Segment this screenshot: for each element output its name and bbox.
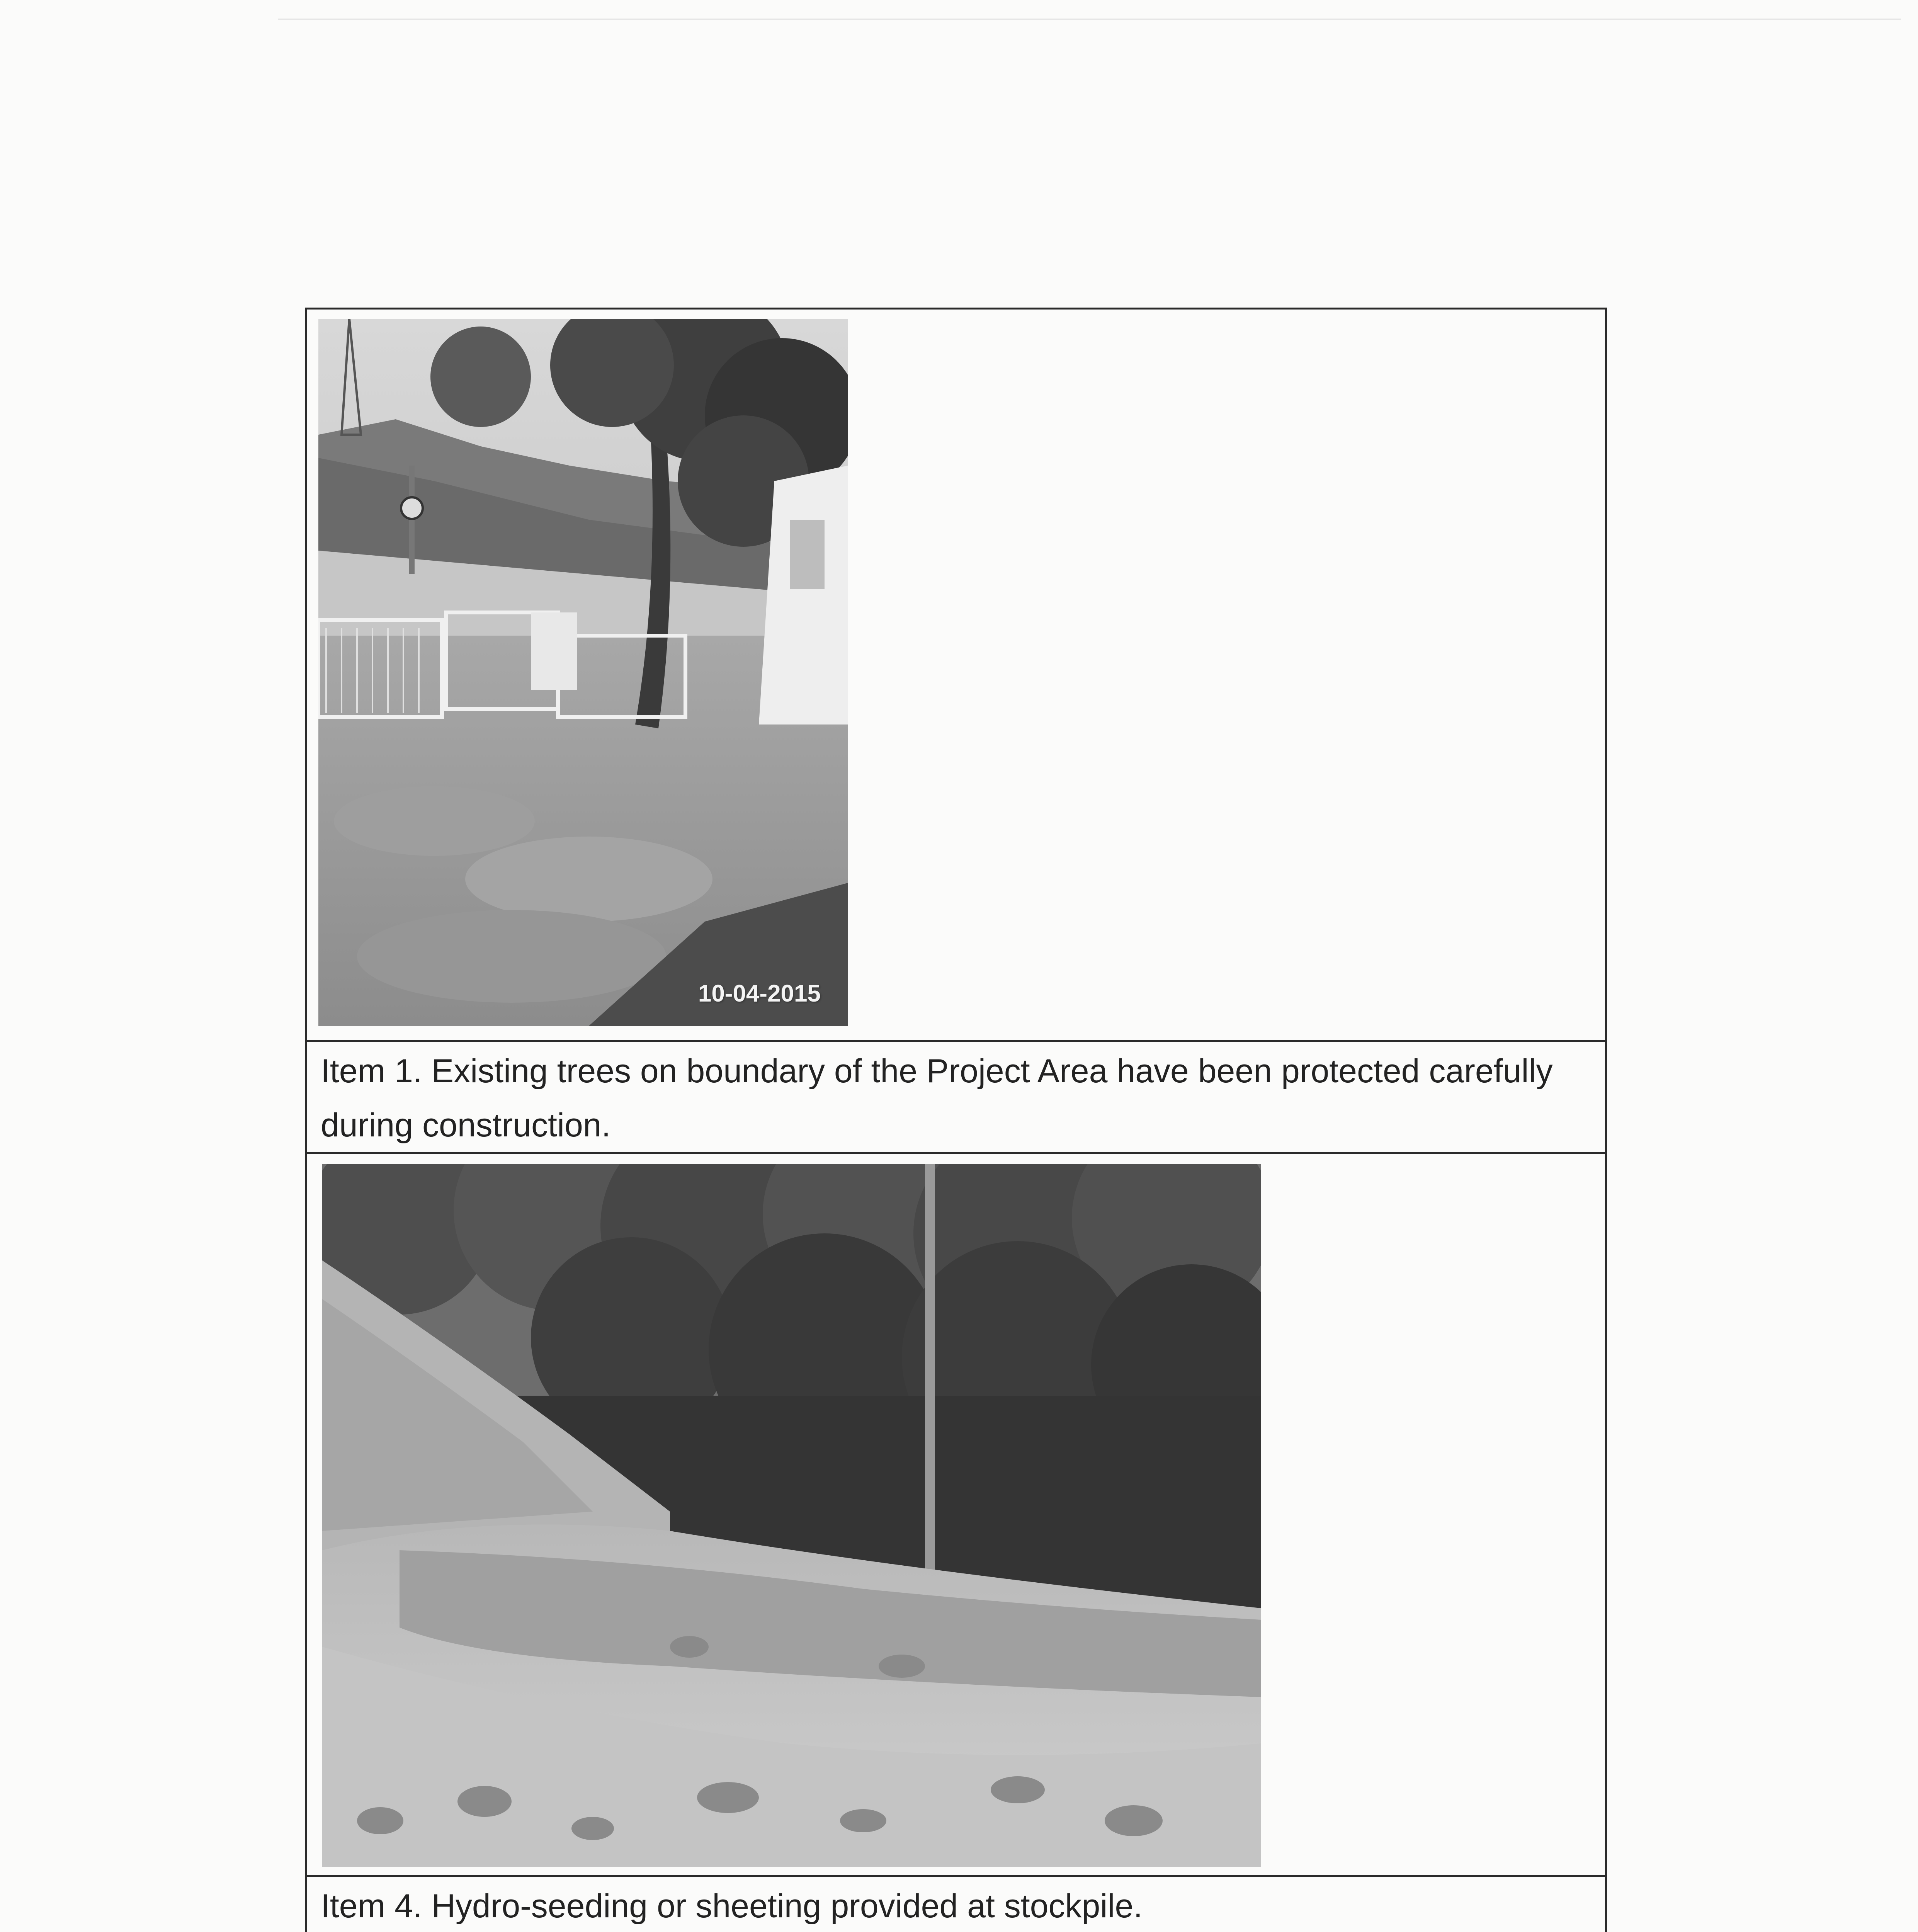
photo-date-stamp: 10-04-2015	[698, 980, 821, 1007]
photo-row-item-1	[306, 309, 1606, 1041]
photo-trees-image	[318, 319, 848, 1026]
photo-record-table	[305, 308, 1607, 1932]
scan-edge-line	[278, 19, 1901, 20]
photo-stockpile	[322, 1164, 1261, 1867]
caption-item-1: Item 1. Existing trees on boundary of the Project Area have been protected carefully during construction.	[321, 1053, 1553, 1144]
photo-row-item-4	[306, 1153, 1606, 1876]
caption-cell-item-1	[306, 1041, 1606, 1153]
caption-row-item-4	[306, 1876, 1606, 1932]
photo-trees-boundary	[318, 319, 848, 1026]
photo-cell-item-1	[306, 309, 1606, 1041]
caption-row-item-1	[306, 1041, 1606, 1153]
caption-item-4: Item 4. Hydro-seeding or sheeting provided at stockpile.	[321, 1888, 1143, 1925]
photo-cell-item-4	[306, 1153, 1606, 1876]
photo-stockpile-image	[322, 1164, 1261, 1867]
caption-cell-item-4	[306, 1876, 1606, 1932]
